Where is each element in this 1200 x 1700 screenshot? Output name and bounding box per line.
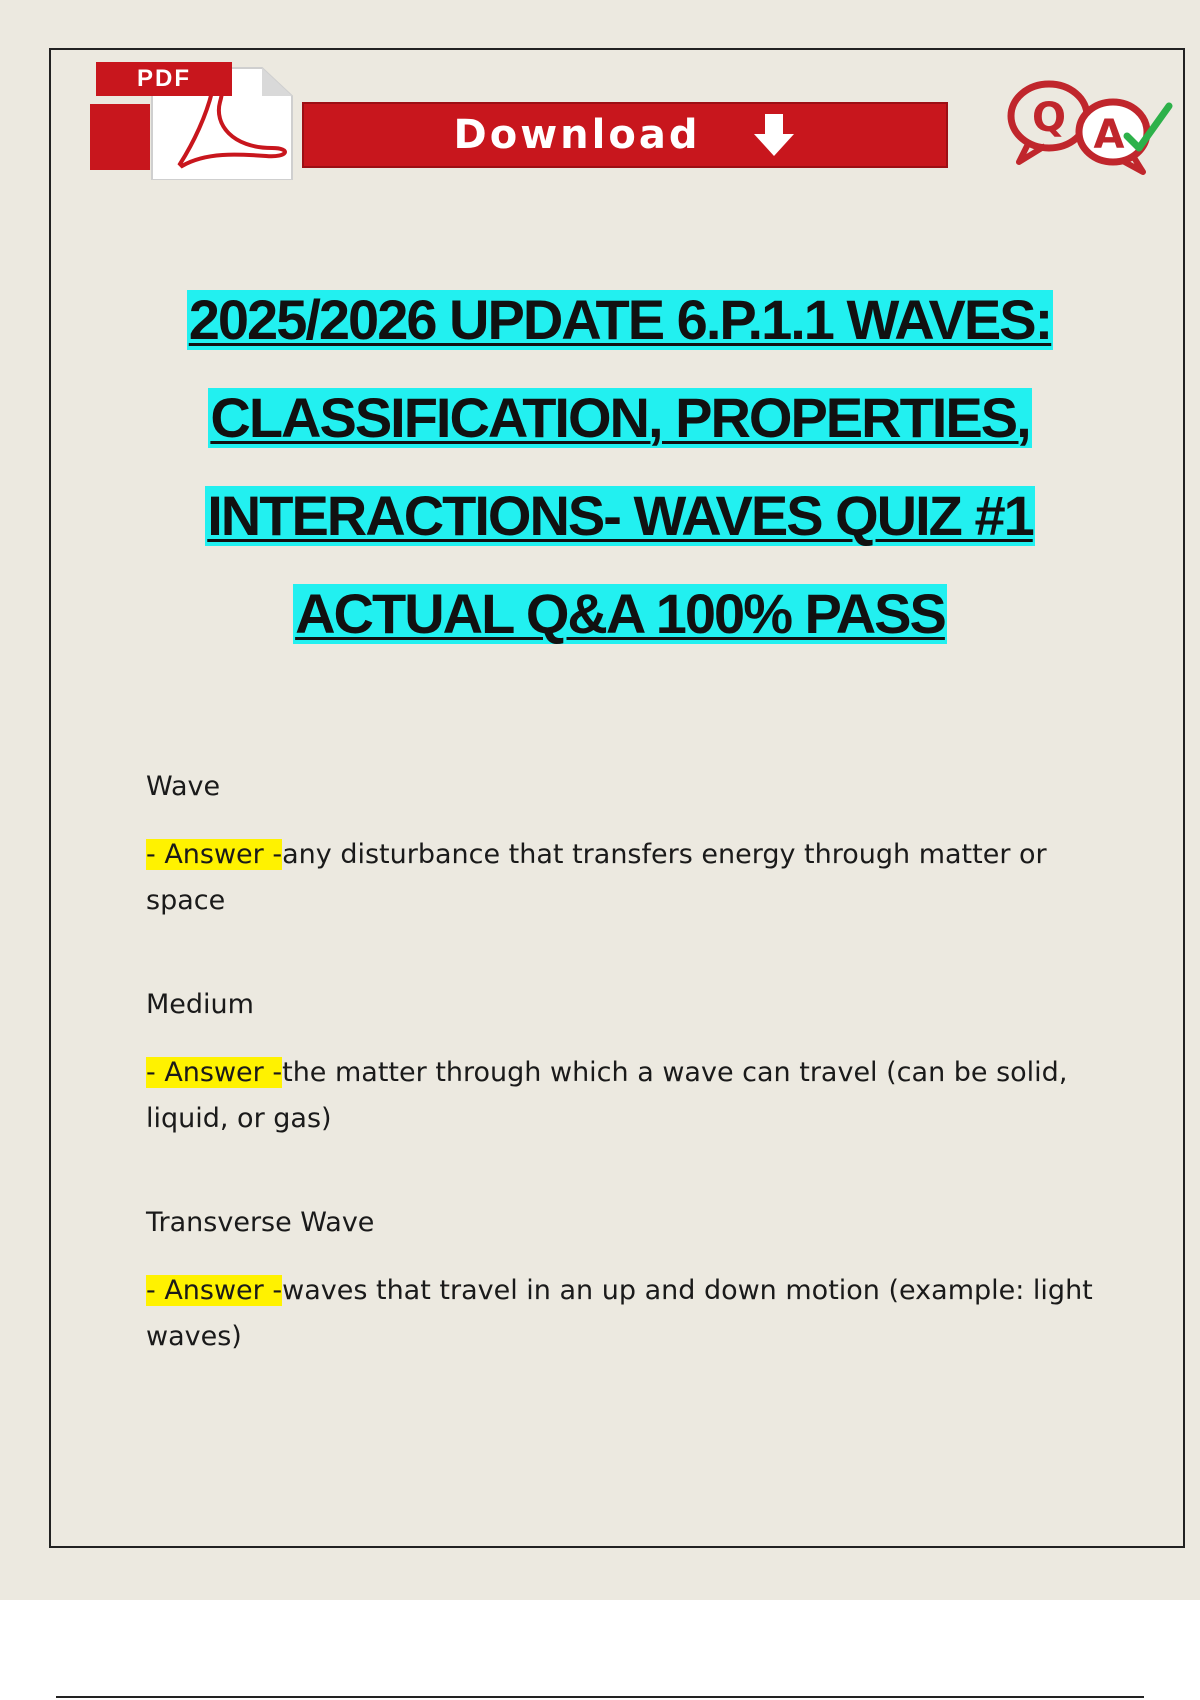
download-button[interactable] xyxy=(302,102,948,168)
pdf-label-tab: PDF xyxy=(96,62,232,96)
qa-item xyxy=(146,770,1106,924)
svg-text:A: A xyxy=(1093,112,1125,158)
title-line-2: CLASSIFICATION, PROPERTIES, xyxy=(210,386,1030,449)
qa-item xyxy=(146,988,1106,1142)
answer-text: waves that travel in an up and down motion (example: light waves) xyxy=(146,1275,1093,1352)
document-title xyxy=(80,290,1160,682)
arrow-down-icon xyxy=(752,112,796,158)
question-term: Medium xyxy=(146,989,254,1020)
answer-label: - Answer - xyxy=(146,1057,283,1088)
download-label: Download xyxy=(453,112,701,158)
title-line-4: ACTUAL Q&A 100% PASS xyxy=(295,582,945,645)
answer-label: - Answer - xyxy=(146,1275,283,1306)
title-line-3: INTERACTIONS- WAVES QUIZ #1 xyxy=(207,484,1033,547)
answer xyxy=(146,1268,1106,1360)
answer xyxy=(146,1050,1106,1142)
answer-label: - Answer - xyxy=(146,839,283,870)
qa-list xyxy=(146,770,1106,1424)
question-term: Wave xyxy=(146,771,221,802)
svg-text:Q: Q xyxy=(1031,95,1067,141)
banner-band xyxy=(90,104,150,170)
pdf-download-banner xyxy=(90,60,860,180)
answer-text: the matter through which a wave can travel (can be solid, liquid, or gas) xyxy=(146,1057,1068,1134)
footer-divider xyxy=(56,1696,1144,1698)
title-line-1: 2025/2026 UPDATE 6.P.1.1 WAVES: xyxy=(188,288,1052,351)
qa-check-logo xyxy=(1005,76,1175,176)
answer xyxy=(146,832,1106,924)
qa-item xyxy=(146,1206,1106,1360)
question-term: Transverse Wave xyxy=(146,1207,375,1238)
answer-text: any disturbance that transfers energy through matter or space xyxy=(146,839,1047,916)
